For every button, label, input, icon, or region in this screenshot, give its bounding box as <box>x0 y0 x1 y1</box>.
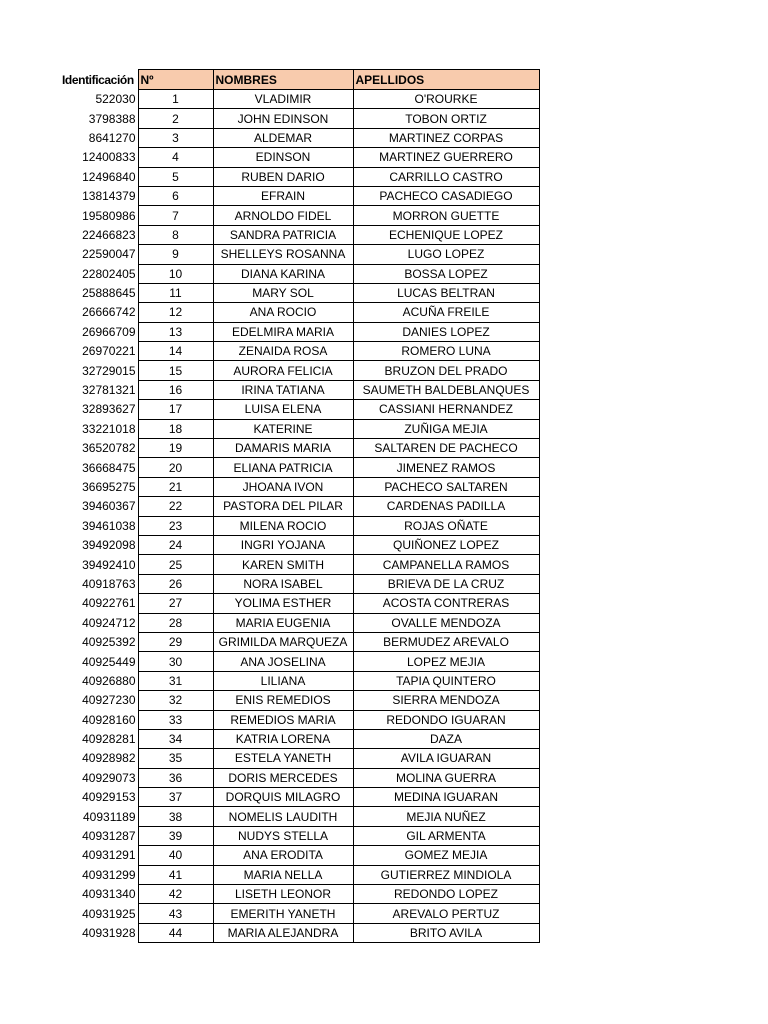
table-row <box>58 788 539 807</box>
number-cell[interactable]: 29 <box>138 632 213 651</box>
id-cell[interactable]: 40928281 <box>82 732 136 747</box>
number-cell[interactable]: 41 <box>138 865 213 884</box>
nombres-cell[interactable]: ARNOLDO FIDEL <box>213 206 353 225</box>
nombres-cell[interactable]: EDELMIRA MARIA <box>213 322 353 341</box>
number-cell[interactable]: 22 <box>138 497 213 516</box>
apellidos-cell[interactable]: REDONDO IGUARAN <box>353 710 539 729</box>
apellidos-cell[interactable]: CARRILLO CASTRO <box>353 167 539 186</box>
table-row <box>58 458 539 477</box>
table-row <box>58 439 539 458</box>
id-cell[interactable]: 40929073 <box>82 770 136 785</box>
nombres-cell[interactable]: JHOANA IVON <box>213 477 353 496</box>
number-cell[interactable]: 20 <box>138 458 213 477</box>
table-row <box>58 186 539 205</box>
apellidos-cell[interactable]: ZUÑIGA MEJIA <box>353 419 539 438</box>
id-cell[interactable]: 40925392 <box>82 635 136 650</box>
id-cell[interactable]: 36695275 <box>82 480 136 494</box>
number-cell[interactable]: 37 <box>138 788 213 807</box>
id-cell[interactable]: 40922761 <box>82 596 136 611</box>
table-row <box>58 283 539 302</box>
apellidos-cell[interactable]: TAPIA QUINTERO <box>353 671 539 690</box>
table-row <box>58 400 539 419</box>
id-cell[interactable]: 40931925 <box>82 906 136 921</box>
number-cell[interactable]: 2 <box>138 109 213 128</box>
apellidos-cell[interactable]: JIMENEZ RAMOS <box>353 458 539 477</box>
number-cell[interactable]: 24 <box>138 535 213 554</box>
header-apellidos[interactable]: APELLIDOS <box>353 70 539 90</box>
nombres-cell[interactable]: MARIA ALEJANDRA <box>213 923 353 942</box>
apellidos-cell[interactable]: SIERRA MENDOZA <box>353 691 539 710</box>
table-row <box>58 904 539 923</box>
apellidos-cell[interactable]: MEJIA NUÑEZ <box>353 807 539 826</box>
apellidos-cell[interactable]: MOLINA GUERRA <box>353 768 539 787</box>
nombres-cell[interactable]: MARIA EUGENIA <box>213 613 353 632</box>
id-cell[interactable]: 26666742 <box>82 305 136 320</box>
table-row <box>58 419 539 438</box>
data-table <box>58 69 540 943</box>
id-cell[interactable]: 22590047 <box>82 247 136 262</box>
id-cell[interactable]: 8641270 <box>88 130 136 145</box>
apellidos-cell[interactable]: AREVALO PERTUZ <box>353 904 539 923</box>
id-cell[interactable]: 32893627 <box>82 402 136 417</box>
id-cell[interactable]: 19580986 <box>82 208 136 223</box>
nombres-cell[interactable]: MARIA NELLA <box>213 865 353 884</box>
apellidos-cell[interactable]: ROMERO LUNA <box>353 342 539 361</box>
apellidos-cell[interactable]: O'ROURKE <box>353 90 539 109</box>
table-row <box>58 865 539 884</box>
nombres-cell[interactable]: YOLIMA ESTHER <box>213 594 353 613</box>
number-cell[interactable]: 43 <box>138 904 213 923</box>
id-cell[interactable]: 22466823 <box>82 227 136 242</box>
id-cell[interactable]: 40925449 <box>82 654 136 669</box>
nombres-cell[interactable]: PASTORA DEL PILAR <box>213 497 353 516</box>
table-row <box>58 477 539 496</box>
nombres-cell[interactable]: DORIS MERCEDES <box>213 768 353 787</box>
number-cell[interactable]: 40 <box>138 846 213 865</box>
nombres-cell[interactable]: ANA ERODITA <box>213 846 353 865</box>
nombres-cell[interactable]: GRIMILDA MARQUEZA <box>213 632 353 651</box>
apellidos-cell[interactable]: LUGO LOPEZ <box>353 245 539 264</box>
table-row <box>58 885 539 904</box>
nombres-cell[interactable]: ANA ROCIO <box>213 303 353 322</box>
id-cell[interactable]: 40924712 <box>82 615 136 630</box>
number-cell[interactable]: 17 <box>138 400 213 419</box>
table-row <box>58 90 539 109</box>
table-row <box>58 225 539 244</box>
table-row <box>58 671 539 690</box>
table-row <box>58 303 539 322</box>
nombres-cell[interactable]: LILIANA <box>213 671 353 690</box>
table-row <box>58 594 539 613</box>
nombres-cell[interactable]: ANA JOSELINA <box>213 652 353 671</box>
number-cell[interactable]: 35 <box>138 749 213 768</box>
apellidos-cell[interactable]: BRIEVA DE LA CRUZ <box>353 574 539 593</box>
id-cell[interactable]: 3798388 <box>88 111 136 126</box>
table-row <box>58 167 539 186</box>
nombres-cell[interactable]: LISETH LEONOR <box>213 885 353 904</box>
spreadsheet-sheet <box>58 69 540 943</box>
number-cell[interactable]: 18 <box>138 419 213 438</box>
apellidos-cell[interactable]: BERMUDEZ AREVALO <box>353 632 539 651</box>
id-cell[interactable]: 40931928 <box>82 925 136 940</box>
nombres-cell[interactable]: ESTELA YANETH <box>213 749 353 768</box>
id-cell[interactable]: 39492098 <box>82 538 136 553</box>
nombres-cell[interactable]: NORA ISABEL <box>213 574 353 593</box>
id-cell[interactable]: 40929153 <box>82 790 136 805</box>
apellidos-cell[interactable]: MARTINEZ GUERRERO <box>353 148 539 167</box>
id-cell[interactable]: 40931287 <box>82 829 136 844</box>
number-cell[interactable]: 8 <box>138 225 213 244</box>
apellidos-cell[interactable]: MORRON GUETTE <box>353 206 539 225</box>
number-cell[interactable]: 38 <box>138 807 213 826</box>
apellidos-cell[interactable]: SALTAREN DE PACHECO <box>353 439 539 458</box>
number-cell[interactable]: 23 <box>138 516 213 535</box>
table-row <box>58 245 539 264</box>
nombres-cell[interactable]: INGRI YOJANA <box>213 535 353 554</box>
nombres-cell[interactable]: KATERINE <box>213 419 353 438</box>
apellidos-cell[interactable]: CAMPANELLA RAMOS <box>353 555 539 574</box>
table-row <box>58 128 539 147</box>
table-row <box>58 613 539 632</box>
id-cell[interactable]: 26966709 <box>82 324 136 339</box>
number-cell[interactable]: 42 <box>138 885 213 904</box>
apellidos-cell[interactable]: BRUZON DEL PRADO <box>353 361 539 380</box>
apellidos-cell[interactable]: BRITO AVILA <box>353 923 539 942</box>
apellidos-cell[interactable]: CASSIANI HERNANDEZ <box>353 400 539 419</box>
table-row <box>58 768 539 787</box>
apellidos-cell[interactable]: BOSSA LOPEZ <box>353 264 539 283</box>
table-row <box>58 691 539 710</box>
apellidos-cell[interactable]: MEDINA IGUARAN <box>353 788 539 807</box>
number-cell[interactable]: 10 <box>138 264 213 283</box>
id-cell[interactable]: 26970221 <box>82 344 136 359</box>
table-row <box>58 826 539 845</box>
id-cell[interactable]: 25888645 <box>82 286 136 301</box>
id-cell[interactable]: 36668475 <box>82 460 136 475</box>
table-row <box>58 923 539 942</box>
apellidos-cell[interactable]: QUIÑONEZ LOPEZ <box>353 535 539 554</box>
table-row <box>58 342 539 361</box>
nombres-cell[interactable]: SHELLEYS ROSANNA <box>213 245 353 264</box>
id-cell[interactable]: 40928982 <box>82 751 136 766</box>
table-row <box>58 846 539 865</box>
apellidos-cell[interactable]: ACOSTA CONTRERAS <box>353 594 539 613</box>
id-cell[interactable]: 39461038 <box>82 518 136 533</box>
number-cell[interactable]: 34 <box>138 729 213 748</box>
number-cell[interactable]: 12 <box>138 303 213 322</box>
nombres-cell[interactable]: ZENAIDA ROSA <box>213 342 353 361</box>
id-cell[interactable]: 22802405 <box>82 266 136 281</box>
number-cell[interactable]: 28 <box>138 613 213 632</box>
table-row <box>58 749 539 768</box>
apellidos-cell[interactable]: GIL ARMENTA <box>353 826 539 845</box>
nombres-cell[interactable]: ELIANA PATRICIA <box>213 458 353 477</box>
nombres-cell[interactable]: REMEDIOS MARIA <box>213 710 353 729</box>
number-cell[interactable]: 27 <box>138 594 213 613</box>
apellidos-cell[interactable]: ROJAS OÑATE <box>353 516 539 535</box>
table-row <box>58 555 539 574</box>
nombres-cell[interactable]: EMERITH YANETH <box>213 904 353 923</box>
nombres-cell[interactable]: IRINA TATIANA <box>213 380 353 399</box>
header-numero[interactable]: Nº <box>138 70 213 90</box>
table-row <box>58 497 539 516</box>
table-row <box>58 148 539 167</box>
table-row <box>58 361 539 380</box>
id-cell[interactable]: 39460367 <box>82 499 136 514</box>
number-cell[interactable]: 26 <box>138 574 213 593</box>
nombres-cell[interactable]: EDINSON <box>213 148 353 167</box>
nombres-cell[interactable]: ALDEMAR <box>213 128 353 147</box>
number-cell[interactable]: 7 <box>138 206 213 225</box>
number-cell[interactable]: 5 <box>138 167 213 186</box>
table-row <box>58 574 539 593</box>
nombres-cell[interactable]: AURORA FELICIA <box>213 361 353 380</box>
number-cell[interactable]: 25 <box>138 555 213 574</box>
number-cell[interactable]: 32 <box>138 691 213 710</box>
id-cell[interactable]: 12496840 <box>82 169 136 184</box>
number-cell[interactable]: 36 <box>138 768 213 787</box>
apellidos-cell[interactable]: DANIES LOPEZ <box>353 322 539 341</box>
number-cell[interactable]: 14 <box>138 342 213 361</box>
id-cell[interactable]: 36520782 <box>82 441 136 456</box>
nombres-cell[interactable]: MILENA ROCIO <box>213 516 353 535</box>
nombres-cell[interactable]: VLADIMIR <box>213 90 353 109</box>
apellidos-cell[interactable]: DAZA <box>353 729 539 748</box>
table-row <box>58 206 539 225</box>
apellidos-cell[interactable]: SAUMETH BALDEBLANQUES <box>353 380 539 399</box>
apellidos-cell[interactable]: GUTIERREZ MINDIOLA <box>353 865 539 884</box>
nombres-cell[interactable]: DORQUIS MILAGRO <box>213 788 353 807</box>
nombres-cell[interactable]: RUBEN DARIO <box>213 167 353 186</box>
table-row <box>58 322 539 341</box>
number-cell[interactable]: 30 <box>138 652 213 671</box>
apellidos-cell[interactable]: PACHECO SALTAREN <box>353 477 539 496</box>
nombres-cell[interactable]: KATRIA LORENA <box>213 729 353 748</box>
apellidos-cell[interactable]: ECHENIQUE LOPEZ <box>353 225 539 244</box>
number-cell[interactable]: 19 <box>138 439 213 458</box>
number-cell[interactable]: 31 <box>138 671 213 690</box>
header-nombres[interactable]: NOMBRES <box>213 70 353 90</box>
number-cell[interactable]: 9 <box>138 245 213 264</box>
table-row <box>58 632 539 651</box>
table-row <box>58 516 539 535</box>
nombres-cell[interactable]: DAMARIS MARIA <box>213 439 353 458</box>
number-cell[interactable]: 4 <box>138 148 213 167</box>
number-cell[interactable]: 11 <box>138 283 213 302</box>
apellidos-cell[interactable]: OVALLE MENDOZA <box>353 613 539 632</box>
id-cell[interactable]: 12400833 <box>82 150 136 165</box>
nombres-cell[interactable]: JOHN EDINSON <box>213 109 353 128</box>
nombres-cell[interactable]: MARY SOL <box>213 283 353 302</box>
nombres-cell[interactable]: NOMELIS LAUDITH <box>213 807 353 826</box>
apellidos-cell[interactable]: LOPEZ MEJIA <box>353 652 539 671</box>
table-row <box>58 729 539 748</box>
apellidos-cell[interactable]: TOBON ORTIZ <box>353 109 539 128</box>
nombres-cell[interactable]: EFRAIN <box>213 186 353 205</box>
header-identificacion[interactable]: Identificación <box>62 72 134 87</box>
table-row <box>58 652 539 671</box>
id-cell[interactable]: 40931340 <box>82 887 136 902</box>
id-cell[interactable]: 39492410 <box>82 557 136 572</box>
nombres-cell[interactable]: NUDYS STELLA <box>213 826 353 845</box>
table-row <box>58 807 539 826</box>
id-cell[interactable]: 40927230 <box>82 693 136 708</box>
apellidos-cell[interactable]: GOMEZ MEJIA <box>353 846 539 865</box>
number-cell[interactable]: 33 <box>138 710 213 729</box>
id-cell[interactable]: 40926880 <box>82 673 136 688</box>
number-cell[interactable]: 21 <box>138 477 213 496</box>
nombres-cell[interactable]: LUISA ELENA <box>213 400 353 419</box>
id-cell[interactable]: 40918763 <box>82 576 136 591</box>
apellidos-cell[interactable]: PACHECO CASADIEGO <box>353 186 539 205</box>
nombres-cell[interactable]: KAREN SMITH <box>213 555 353 574</box>
number-cell[interactable]: 15 <box>138 361 213 380</box>
id-cell[interactable]: 40931189 <box>83 809 136 824</box>
number-cell[interactable]: 13 <box>138 322 213 341</box>
nombres-cell[interactable]: ENIS REMEDIOS <box>213 691 353 710</box>
header-row <box>58 70 539 90</box>
id-cell[interactable]: 40931291 <box>82 848 136 863</box>
apellidos-cell[interactable]: REDONDO LOPEZ <box>353 885 539 904</box>
number-cell[interactable]: 16 <box>138 380 213 399</box>
nombres-cell[interactable]: SANDRA PATRICIA <box>213 225 353 244</box>
apellidos-cell[interactable]: LUCAS BELTRAN <box>353 283 539 302</box>
table-row <box>58 535 539 554</box>
number-cell[interactable]: 3 <box>138 128 213 147</box>
id-cell[interactable]: 32781321 <box>82 383 136 398</box>
id-cell[interactable]: 13814379 <box>82 189 136 204</box>
table-row <box>58 109 539 128</box>
table-row <box>58 264 539 283</box>
id-cell[interactable]: 40928160 <box>82 712 136 727</box>
table-row <box>58 710 539 729</box>
id-cell[interactable]: 33221018 <box>82 421 136 436</box>
apellidos-cell[interactable]: MARTINEZ CORPAS <box>353 128 539 147</box>
apellidos-cell[interactable]: AVILA IGUARAN <box>353 749 539 768</box>
number-cell[interactable]: 6 <box>138 186 213 205</box>
number-cell[interactable]: 39 <box>138 826 213 845</box>
number-cell[interactable]: 1 <box>138 90 213 109</box>
number-cell[interactable]: 44 <box>138 923 213 942</box>
nombres-cell[interactable]: DIANA KARINA <box>213 264 353 283</box>
apellidos-cell[interactable]: CARDENAS PADILLA <box>353 497 539 516</box>
table-row <box>58 380 539 399</box>
id-cell[interactable]: 522030 <box>95 92 136 107</box>
apellidos-cell[interactable]: ACUÑA FREILE <box>353 303 539 322</box>
id-cell[interactable]: 40931299 <box>82 867 136 882</box>
id-cell[interactable]: 32729015 <box>82 363 136 378</box>
